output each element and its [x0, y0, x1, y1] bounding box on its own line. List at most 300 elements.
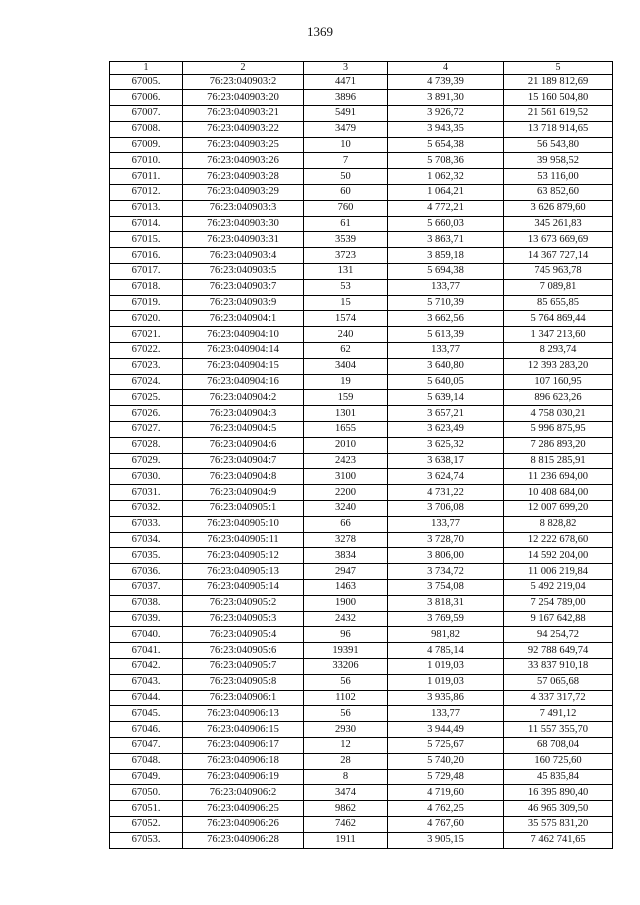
area-cell: 3100: [304, 469, 388, 485]
area-cell: 3404: [304, 358, 388, 374]
cadastral-number-cell: 76:23:040906:26: [183, 816, 304, 832]
cadastral-number-cell: 76:23:040903:2: [183, 74, 304, 90]
cadastral-number-cell: 76:23:040905:10: [183, 516, 304, 532]
value-cell: 8 815 285,91: [504, 453, 613, 469]
cadastral-number-cell: 76:23:040905:4: [183, 627, 304, 643]
rate-cell: 3 891,30: [388, 90, 504, 106]
value-cell: 8 293,74: [504, 343, 613, 359]
value-cell: 92 788 649,74: [504, 643, 613, 659]
area-cell: 7: [304, 153, 388, 169]
row-number-cell: 67048.: [110, 753, 183, 769]
value-cell: 1 347 213,60: [504, 327, 613, 343]
area-cell: 1102: [304, 690, 388, 706]
table-row: [110, 216, 613, 232]
area-cell: 8: [304, 769, 388, 785]
cadastral-number-cell: 76:23:040903:26: [183, 153, 304, 169]
table-row: [110, 532, 613, 548]
area-cell: 3474: [304, 785, 388, 801]
table-row: [110, 611, 613, 627]
area-cell: 50: [304, 169, 388, 185]
value-cell: 8 828,82: [504, 516, 613, 532]
rate-cell: 5 660,03: [388, 216, 504, 232]
area-cell: 3240: [304, 501, 388, 517]
area-cell: 2423: [304, 453, 388, 469]
row-number-cell: 67050.: [110, 785, 183, 801]
row-number-cell: 67053.: [110, 832, 183, 848]
cadastral-number-cell: 76:23:040906:15: [183, 722, 304, 738]
area-cell: 3896: [304, 90, 388, 106]
area-cell: 61: [304, 216, 388, 232]
row-number-cell: 67024.: [110, 374, 183, 390]
value-cell: 4 337 317,72: [504, 690, 613, 706]
row-number-cell: 67036.: [110, 564, 183, 580]
table-row: [110, 564, 613, 580]
value-cell: 56 543,80: [504, 137, 613, 153]
value-cell: 15 160 504,80: [504, 90, 613, 106]
row-number-cell: 67029.: [110, 453, 183, 469]
cadastral-number-cell: 76:23:040903:4: [183, 248, 304, 264]
value-cell: 21 189 812,69: [504, 74, 613, 90]
area-cell: 33206: [304, 658, 388, 674]
table-row: [110, 169, 613, 185]
rate-cell: 5 710,39: [388, 295, 504, 311]
cadastral-number-cell: 76:23:040903:5: [183, 264, 304, 280]
cadastral-number-cell: 76:23:040903:22: [183, 121, 304, 137]
cadastral-number-cell: 76:23:040904:14: [183, 343, 304, 359]
cadastral-number-cell: 76:23:040903:20: [183, 90, 304, 106]
area-cell: 3834: [304, 548, 388, 564]
cadastral-number-cell: 76:23:040904:3: [183, 406, 304, 422]
cadastral-number-cell: 76:23:040905:3: [183, 611, 304, 627]
row-number-cell: 67043.: [110, 674, 183, 690]
row-number-cell: 67013.: [110, 200, 183, 216]
table-row: [110, 690, 613, 706]
row-number-cell: 67026.: [110, 406, 183, 422]
value-cell: 21 561 619,52: [504, 106, 613, 122]
value-cell: 12 393 283,20: [504, 358, 613, 374]
value-cell: 39 958,52: [504, 153, 613, 169]
cadastral-number-cell: 76:23:040905:1: [183, 501, 304, 517]
rate-cell: 981,82: [388, 627, 504, 643]
rate-cell: 3 769,59: [388, 611, 504, 627]
rate-cell: 4 767,60: [388, 816, 504, 832]
value-cell: 7 491,12: [504, 706, 613, 722]
value-cell: 4 758 030,21: [504, 406, 613, 422]
rate-cell: 3 944,49: [388, 722, 504, 738]
value-cell: 13 718 914,65: [504, 121, 613, 137]
area-cell: 2432: [304, 611, 388, 627]
table-row: [110, 832, 613, 848]
table-row: [110, 453, 613, 469]
cadastral-number-cell: 76:23:040905:6: [183, 643, 304, 659]
rate-cell: 5 740,20: [388, 753, 504, 769]
row-number-cell: 67032.: [110, 501, 183, 517]
rate-cell: 3 706,08: [388, 501, 504, 517]
row-number-cell: 67035.: [110, 548, 183, 564]
area-cell: 2010: [304, 437, 388, 453]
rate-cell: 3 818,31: [388, 595, 504, 611]
cadastral-number-cell: 76:23:040905:12: [183, 548, 304, 564]
header-cell-4: 4: [388, 62, 504, 75]
table-row: [110, 516, 613, 532]
area-cell: 3479: [304, 121, 388, 137]
area-cell: 3278: [304, 532, 388, 548]
table-row: [110, 706, 613, 722]
row-number-cell: 67051.: [110, 801, 183, 817]
value-cell: 10 408 684,00: [504, 485, 613, 501]
area-cell: 4471: [304, 74, 388, 90]
value-cell: 3 626 879,60: [504, 200, 613, 216]
row-number-cell: 67041.: [110, 643, 183, 659]
row-number-cell: 67018.: [110, 279, 183, 295]
row-number-cell: 67022.: [110, 343, 183, 359]
value-cell: 14 592 204,00: [504, 548, 613, 564]
cadastral-number-cell: 76:23:040906:13: [183, 706, 304, 722]
row-number-cell: 67034.: [110, 532, 183, 548]
table-row: [110, 200, 613, 216]
value-cell: 5 492 219,04: [504, 580, 613, 596]
row-number-cell: 67046.: [110, 722, 183, 738]
cadastral-number-cell: 76:23:040905:7: [183, 658, 304, 674]
cadastral-number-cell: 76:23:040904:1: [183, 311, 304, 327]
cadastral-number-cell: 76:23:040903:9: [183, 295, 304, 311]
table-row: [110, 185, 613, 201]
rate-cell: 5 725,67: [388, 737, 504, 753]
area-cell: 159: [304, 390, 388, 406]
row-number-cell: 67016.: [110, 248, 183, 264]
page-number: 1369: [307, 24, 333, 39]
rate-cell: 133,77: [388, 279, 504, 295]
table-row: [110, 595, 613, 611]
rate-cell: 3 734,72: [388, 564, 504, 580]
area-cell: 9862: [304, 801, 388, 817]
rate-cell: 4 719,60: [388, 785, 504, 801]
area-cell: 131: [304, 264, 388, 280]
rate-cell: 5 640,05: [388, 374, 504, 390]
row-number-cell: 67009.: [110, 137, 183, 153]
cadastral-number-cell: 76:23:040905:11: [183, 532, 304, 548]
row-number-cell: 67007.: [110, 106, 183, 122]
area-cell: 19391: [304, 643, 388, 659]
rate-cell: 3 863,71: [388, 232, 504, 248]
area-cell: 1463: [304, 580, 388, 596]
table-row: [110, 548, 613, 564]
row-number-cell: 67039.: [110, 611, 183, 627]
data-table-container: [109, 61, 612, 849]
cadastral-number-cell: 76:23:040906:28: [183, 832, 304, 848]
area-cell: 2200: [304, 485, 388, 501]
rate-cell: 3 623,49: [388, 422, 504, 438]
cadastral-number-cell: 76:23:040903:3: [183, 200, 304, 216]
value-cell: 745 963,78: [504, 264, 613, 280]
area-cell: 240: [304, 327, 388, 343]
cadastral-number-cell: 76:23:040906:18: [183, 753, 304, 769]
row-number-cell: 67044.: [110, 690, 183, 706]
value-cell: 33 837 910,18: [504, 658, 613, 674]
row-number-cell: 67017.: [110, 264, 183, 280]
row-number-cell: 67040.: [110, 627, 183, 643]
table-row: [110, 311, 613, 327]
table-row: [110, 137, 613, 153]
row-number-cell: 67010.: [110, 153, 183, 169]
rate-cell: 133,77: [388, 706, 504, 722]
area-cell: 56: [304, 706, 388, 722]
rate-cell: 5 639,14: [388, 390, 504, 406]
table-body: [110, 74, 613, 848]
row-number-cell: 67021.: [110, 327, 183, 343]
header-cell-5: 5: [504, 62, 613, 75]
cadastral-number-cell: 76:23:040903:28: [183, 169, 304, 185]
table-row: [110, 469, 613, 485]
table-row: [110, 343, 613, 359]
rate-cell: 4 762,25: [388, 801, 504, 817]
table-row: [110, 485, 613, 501]
table-row: [110, 580, 613, 596]
value-cell: 5 996 875,95: [504, 422, 613, 438]
table-row: [110, 121, 613, 137]
table-row: [110, 785, 613, 801]
table-row: [110, 627, 613, 643]
area-cell: 66: [304, 516, 388, 532]
area-cell: 28: [304, 753, 388, 769]
rate-cell: 3 625,32: [388, 437, 504, 453]
rate-cell: 5 654,38: [388, 137, 504, 153]
row-number-cell: 67049.: [110, 769, 183, 785]
area-cell: 2930: [304, 722, 388, 738]
rate-cell: 5 708,36: [388, 153, 504, 169]
area-cell: 15: [304, 295, 388, 311]
table-row: [110, 753, 613, 769]
table-row: [110, 816, 613, 832]
value-cell: 345 261,83: [504, 216, 613, 232]
table-row: [110, 422, 613, 438]
value-cell: 68 708,04: [504, 737, 613, 753]
value-cell: 35 575 831,20: [504, 816, 613, 832]
cadastral-number-cell: 76:23:040904:7: [183, 453, 304, 469]
table-row: [110, 658, 613, 674]
rate-cell: 3 662,56: [388, 311, 504, 327]
cadastral-number-cell: 76:23:040903:29: [183, 185, 304, 201]
table-row: [110, 643, 613, 659]
rate-cell: 3 624,74: [388, 469, 504, 485]
area-cell: 53: [304, 279, 388, 295]
rate-cell: 4 739,39: [388, 74, 504, 90]
cadastral-number-cell: 76:23:040904:16: [183, 374, 304, 390]
rate-cell: 3 926,72: [388, 106, 504, 122]
table-row: [110, 374, 613, 390]
rate-cell: 5 613,39: [388, 327, 504, 343]
value-cell: 14 367 727,14: [504, 248, 613, 264]
header-cell-2: 2: [183, 62, 304, 75]
table-row: [110, 106, 613, 122]
cadastral-number-cell: 76:23:040904:2: [183, 390, 304, 406]
cadastral-number-cell: 76:23:040904:15: [183, 358, 304, 374]
row-number-cell: 67047.: [110, 737, 183, 753]
table-row: [110, 153, 613, 169]
area-cell: 1574: [304, 311, 388, 327]
row-number-cell: 67019.: [110, 295, 183, 311]
row-number-cell: 67008.: [110, 121, 183, 137]
area-cell: 60: [304, 185, 388, 201]
cadastral-number-cell: 76:23:040903:30: [183, 216, 304, 232]
rate-cell: 3 728,70: [388, 532, 504, 548]
table-row: [110, 358, 613, 374]
rate-cell: 3 905,15: [388, 832, 504, 848]
area-cell: 1655: [304, 422, 388, 438]
area-cell: 5491: [304, 106, 388, 122]
rate-cell: 4 731,22: [388, 485, 504, 501]
table-row: [110, 769, 613, 785]
area-cell: 62: [304, 343, 388, 359]
cadastral-number-cell: 76:23:040906:19: [183, 769, 304, 785]
cadastral-number-cell: 76:23:040905:8: [183, 674, 304, 690]
cadastral-number-cell: 76:23:040904:5: [183, 422, 304, 438]
table-row: [110, 501, 613, 517]
value-cell: 5 764 869,44: [504, 311, 613, 327]
cadastral-number-cell: 76:23:040904:9: [183, 485, 304, 501]
cadastral-number-cell: 76:23:040905:14: [183, 580, 304, 596]
row-number-cell: 67030.: [110, 469, 183, 485]
rate-cell: 1 064,21: [388, 185, 504, 201]
table-row: [110, 406, 613, 422]
value-cell: 7 089,81: [504, 279, 613, 295]
area-cell: 19: [304, 374, 388, 390]
area-cell: 1301: [304, 406, 388, 422]
row-number-cell: 67014.: [110, 216, 183, 232]
rate-cell: 5 729,48: [388, 769, 504, 785]
row-number-cell: 67052.: [110, 816, 183, 832]
area-cell: 56: [304, 674, 388, 690]
table-row: [110, 327, 613, 343]
cadastral-number-cell: 76:23:040906:25: [183, 801, 304, 817]
value-cell: 16 395 890,40: [504, 785, 613, 801]
row-number-cell: 67012.: [110, 185, 183, 201]
cadastral-number-cell: 76:23:040904:10: [183, 327, 304, 343]
area-cell: 96: [304, 627, 388, 643]
rate-cell: 3 657,21: [388, 406, 504, 422]
cadastral-number-cell: 76:23:040906:2: [183, 785, 304, 801]
row-number-cell: 67015.: [110, 232, 183, 248]
table-row: [110, 722, 613, 738]
value-cell: 7 462 741,65: [504, 832, 613, 848]
table-row: [110, 264, 613, 280]
value-cell: 85 655,85: [504, 295, 613, 311]
header-cell-3: 3: [304, 62, 388, 75]
value-cell: 11 006 219,84: [504, 564, 613, 580]
table-row: [110, 437, 613, 453]
row-number-cell: 67006.: [110, 90, 183, 106]
table-row: [110, 801, 613, 817]
table-row: [110, 248, 613, 264]
rate-cell: 3 806,00: [388, 548, 504, 564]
value-cell: 7 254 789,00: [504, 595, 613, 611]
rate-cell: 133,77: [388, 516, 504, 532]
header-row: [110, 62, 613, 75]
table-row: [110, 737, 613, 753]
value-cell: 63 852,60: [504, 185, 613, 201]
value-cell: 896 623,26: [504, 390, 613, 406]
rate-cell: 5 694,38: [388, 264, 504, 280]
header-cell-1: 1: [110, 62, 183, 75]
cadastral-number-cell: 76:23:040904:6: [183, 437, 304, 453]
area-cell: 12: [304, 737, 388, 753]
rate-cell: 1 019,03: [388, 658, 504, 674]
row-number-cell: 67037.: [110, 580, 183, 596]
table-row: [110, 90, 613, 106]
rate-cell: 3 638,17: [388, 453, 504, 469]
value-cell: 11 236 694,00: [504, 469, 613, 485]
value-cell: 45 835,84: [504, 769, 613, 785]
table-row: [110, 279, 613, 295]
cadastral-number-cell: 76:23:040906:17: [183, 737, 304, 753]
row-number-cell: 67023.: [110, 358, 183, 374]
row-number-cell: 67027.: [110, 422, 183, 438]
row-number-cell: 67031.: [110, 485, 183, 501]
rate-cell: 3 859,18: [388, 248, 504, 264]
cadastral-number-cell: 76:23:040905:2: [183, 595, 304, 611]
row-number-cell: 67025.: [110, 390, 183, 406]
rate-cell: 4 785,14: [388, 643, 504, 659]
area-cell: 7462: [304, 816, 388, 832]
rate-cell: 3 935,86: [388, 690, 504, 706]
rate-cell: 3 754,08: [388, 580, 504, 596]
cadastral-number-cell: 76:23:040906:1: [183, 690, 304, 706]
value-cell: 12 222 678,60: [504, 532, 613, 548]
area-cell: 1900: [304, 595, 388, 611]
rate-cell: 1 062,32: [388, 169, 504, 185]
table-row: [110, 232, 613, 248]
cadastral-number-cell: 76:23:040903:21: [183, 106, 304, 122]
area-cell: 10: [304, 137, 388, 153]
cadastral-number-cell: 76:23:040904:8: [183, 469, 304, 485]
value-cell: 9 167 642,88: [504, 611, 613, 627]
data-table: [109, 61, 613, 849]
value-cell: 160 725,60: [504, 753, 613, 769]
area-cell: 760: [304, 200, 388, 216]
table-row: [110, 674, 613, 690]
area-cell: 3539: [304, 232, 388, 248]
value-cell: 46 965 309,50: [504, 801, 613, 817]
table-row: [110, 390, 613, 406]
value-cell: 53 116,00: [504, 169, 613, 185]
value-cell: 7 286 893,20: [504, 437, 613, 453]
row-number-cell: 67033.: [110, 516, 183, 532]
row-number-cell: 67011.: [110, 169, 183, 185]
row-number-cell: 67028.: [110, 437, 183, 453]
area-cell: 3723: [304, 248, 388, 264]
rate-cell: 4 772,21: [388, 200, 504, 216]
cadastral-number-cell: 76:23:040903:31: [183, 232, 304, 248]
row-number-cell: 67020.: [110, 311, 183, 327]
row-number-cell: 67045.: [110, 706, 183, 722]
area-cell: 2947: [304, 564, 388, 580]
rate-cell: 3 943,35: [388, 121, 504, 137]
table-row: [110, 74, 613, 90]
row-number-cell: 67005.: [110, 74, 183, 90]
row-number-cell: 67038.: [110, 595, 183, 611]
table-header: [110, 62, 613, 75]
value-cell: 12 007 699,20: [504, 501, 613, 517]
cadastral-number-cell: 76:23:040903:25: [183, 137, 304, 153]
rate-cell: 1 019,03: [388, 674, 504, 690]
value-cell: 107 160,95: [504, 374, 613, 390]
rate-cell: 3 640,80: [388, 358, 504, 374]
cadastral-number-cell: 76:23:040903:7: [183, 279, 304, 295]
area-cell: 1911: [304, 832, 388, 848]
value-cell: 13 673 669,69: [504, 232, 613, 248]
value-cell: 11 557 355,70: [504, 722, 613, 738]
table-row: [110, 295, 613, 311]
